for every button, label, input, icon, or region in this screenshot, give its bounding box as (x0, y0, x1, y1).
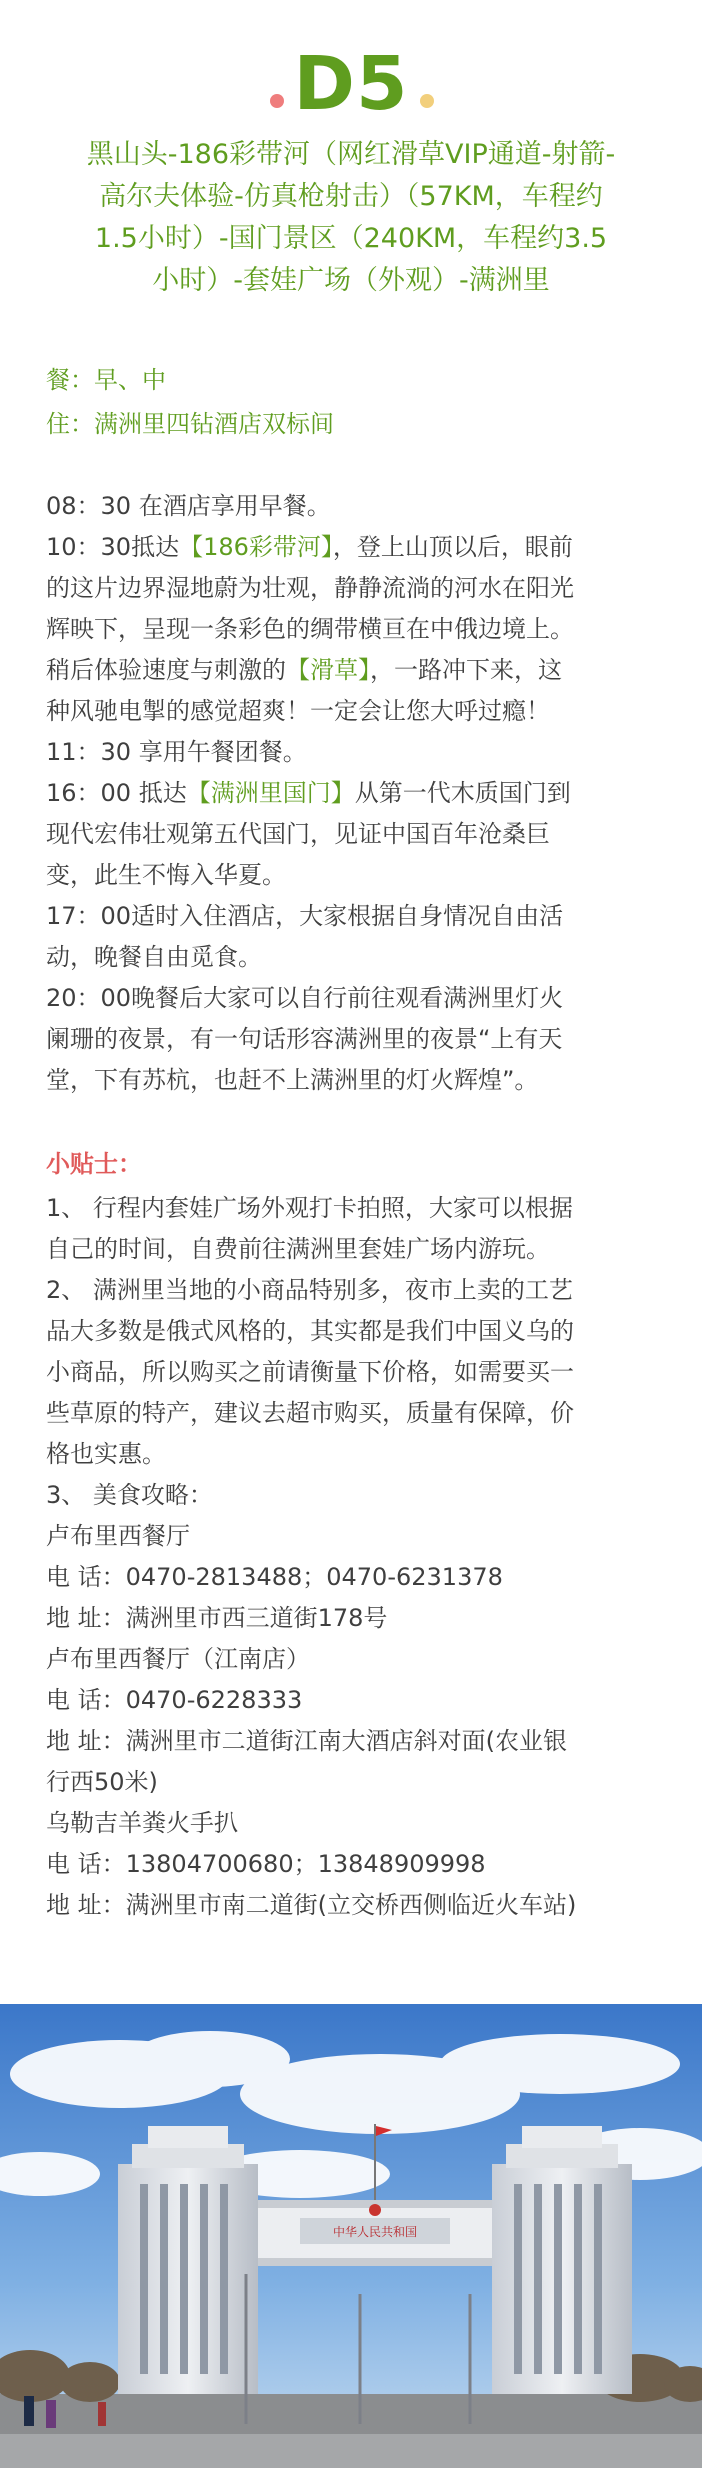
road (0, 2434, 702, 2468)
gate-illustration (0, 2004, 702, 2468)
right-tower (492, 2126, 632, 2394)
itinerary-line: 08：30 在酒店享用早餐。 (46, 492, 331, 520)
tip-line: 些草原的特产，建议去超市购买，质量有保障，价 (46, 1399, 574, 1427)
itinerary-line: 辉映下，呈现一条彩色的绸带横亘在中俄边境上。 (46, 615, 574, 643)
line-text: 稍后体验速度与刺激的 (46, 656, 286, 684)
route-line: 1.5小时）-国门景区（240KM，车程约3.5 (94, 223, 608, 254)
line-text: 从第一代木质国门到 (354, 779, 571, 807)
restaurant-name: 卢布里西餐厅（江南店） (46, 1645, 310, 1673)
day-header (0, 41, 702, 127)
tip-line: 2、 满洲里当地的小商品特别多，夜市上卖的工艺 (46, 1276, 573, 1304)
restaurant-name: 卢布里西餐厅 (46, 1522, 190, 1550)
restaurant-address: 地 址：满洲里市西三道街178号 (46, 1604, 388, 1632)
itinerary-line: 变，此生不悔入华夏。 (46, 861, 286, 889)
itinerary-line: 种风驰电掣的感觉超爽！一定会让您大呼过瘾！ (46, 697, 550, 725)
restaurant-phone: 电 话：13804700680；13848909998 (46, 1850, 486, 1878)
restaurant-address-cont: 行西50米) (46, 1768, 158, 1796)
itinerary-line: 17：00适时入住酒店，大家根据自身情况自由活 (46, 902, 564, 930)
day-title: D5 (293, 41, 409, 127)
tip-line: 3、 美食攻略： (46, 1481, 213, 1509)
route-line: 高尔夫体验-仿真枪射击）（57KM，车程约 (99, 181, 603, 212)
itinerary-line: 的这片边界湿地蔚为壮观，静静流淌的河水在阳光 (46, 574, 574, 602)
gate-bridge (258, 2200, 492, 2266)
highlight-attraction: 【滑草】 (286, 656, 370, 684)
route-line: 小时）-套娃广场（外观）-满洲里 (152, 265, 550, 296)
meal-stay-info (46, 358, 666, 446)
flag-pole (374, 2124, 376, 2200)
highlight-attraction: 【满洲里国门】 (186, 779, 355, 807)
itinerary (46, 486, 666, 1101)
meal-info: 餐：早、中 (46, 366, 166, 394)
itinerary-line: 现代宏伟壮观第五代国门，见证中国百年沧桑巨 (46, 820, 550, 848)
time-text: 10：30抵达 (46, 533, 180, 561)
line-text: ，一路冲下来，这 (370, 656, 562, 684)
tips-title: 小贴士： (46, 1150, 142, 1178)
itinerary-line: 20：00晚餐后大家可以自行前往观看满洲里灯火 (46, 984, 564, 1012)
restaurant-address: 地 址：满洲里市二道街江南大酒店斜对面(农业银 (46, 1727, 567, 1755)
left-tower (118, 2126, 258, 2394)
itinerary-line: 堂，下有苏杭，也赶不上满洲里的灯火辉煌”。 (46, 1066, 539, 1094)
tip-line: 格也实惠。 (46, 1440, 166, 1468)
pink-dot-decoration (270, 94, 284, 108)
time-text: 16：00 抵达 (46, 779, 187, 807)
tips-list (46, 1188, 666, 1926)
yellow-dot-decoration (420, 94, 434, 108)
gate-sign-text: 中华人民共和国 (332, 2225, 418, 2239)
itinerary-line: 阑珊的夜景，有一句话形容满洲里的夜景“上有天 (46, 1025, 563, 1053)
itinerary-line (46, 527, 666, 568)
restaurant-name: 乌勒吉羊粪火手扒 (46, 1809, 238, 1837)
tip-line: 品大多数是俄式风格的，其实都是我们中国义乌的 (46, 1317, 574, 1345)
line-text: ，登上山顶以后，眼前 (332, 533, 573, 561)
tip-line: 自己的时间，自费前往满洲里套娃广场内游玩。 (46, 1235, 550, 1263)
itinerary-line: 动，晚餐自由觅食。 (46, 943, 262, 971)
route-line: 黑山头-186彩带河（网红滑草VIP通道-射箭- (86, 139, 616, 170)
national-gate-photo (0, 2004, 702, 2468)
highlight-attraction: 【186彩带河】 (179, 533, 333, 561)
restaurant-phone: 电 话：0470-2813488；0470-6231378 (46, 1563, 503, 1591)
itinerary-line: 11：30 享用午餐团餐。 (46, 738, 307, 766)
tip-line: 小商品，所以购买之前请衡量下价格，如需要买一 (46, 1358, 574, 1386)
restaurant-phone: 电 话：0470-6228333 (46, 1686, 303, 1714)
itinerary-line (46, 773, 666, 814)
national-emblem-icon (369, 2204, 381, 2216)
restaurant-address: 地 址：满洲里市南二道街(立交桥西侧临近火车站) (46, 1891, 577, 1919)
stay-info: 住：满洲里四钻酒店双标间 (46, 410, 334, 438)
itinerary-line (46, 650, 666, 691)
route-summary (40, 134, 662, 302)
tip-line: 1、 行程内套娃广场外观打卡拍照，大家可以根据 (46, 1194, 573, 1222)
